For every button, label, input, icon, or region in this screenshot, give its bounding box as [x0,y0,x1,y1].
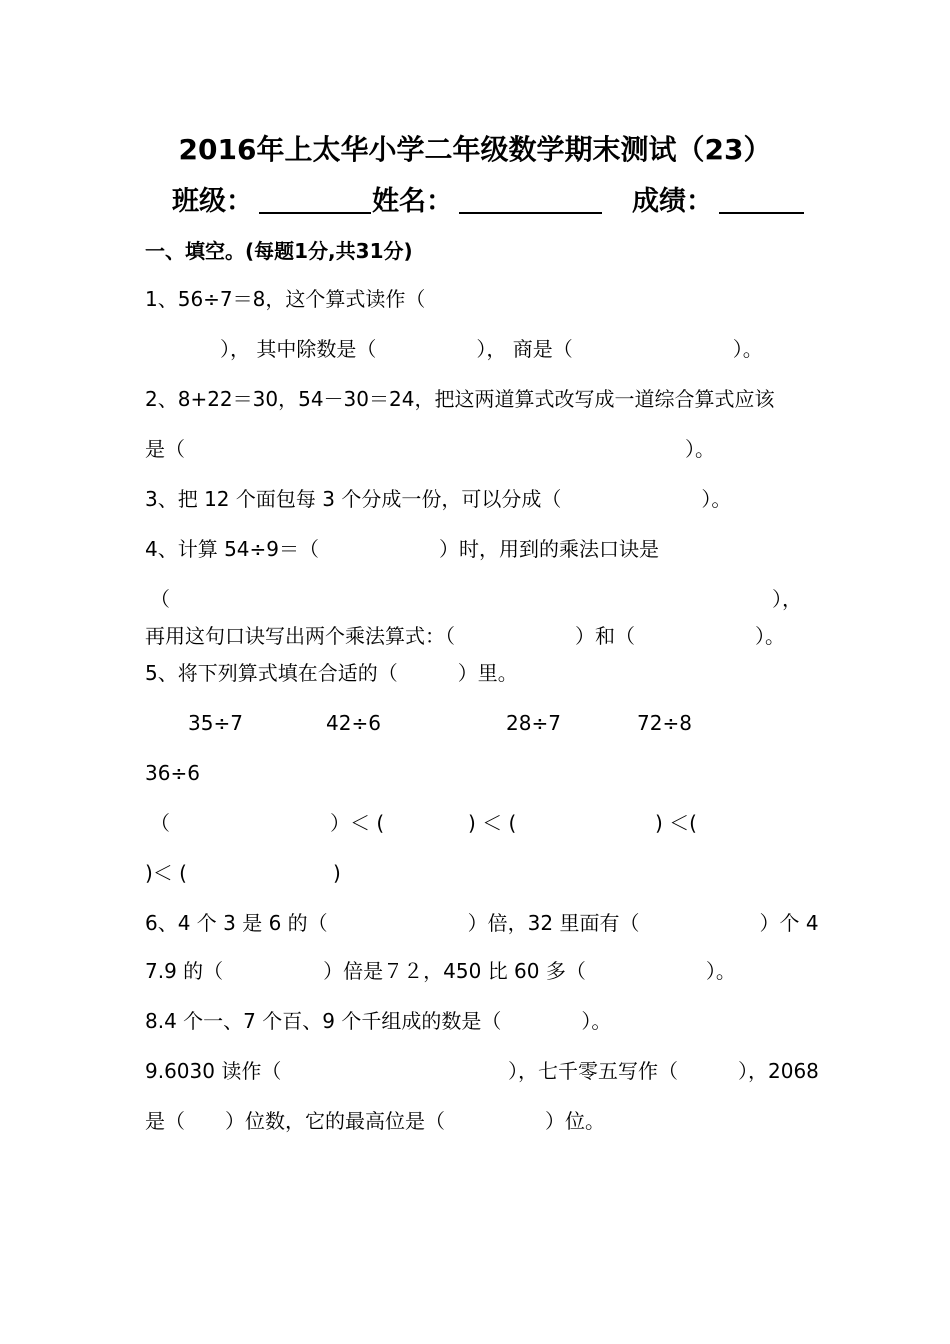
question-4-close-paren: ）， [772,587,802,611]
name-blank [459,212,602,214]
question-9-line-1b: ），七千零五写作（ ），2068 [508,1059,819,1083]
comparison-3: ) ＜( [655,811,697,835]
question-7: 7.9 的（ ）倍是７２，450 比 60 多（ ）。 [145,959,736,983]
class-label: 班级： [172,186,253,217]
expression-1: 35÷7 [188,711,243,735]
expression-4: 72÷8 [637,711,692,735]
comparison-4: )＜ ( [145,861,187,885]
comparison-2: ) ＜ ( [468,811,517,835]
expression-2: 42÷6 [326,711,381,735]
comparison-5: ) [333,861,341,885]
class-blank [259,212,371,214]
score-label: 成绩： [632,186,713,217]
question-2-line-1: 2、8+22＝30，54－30＝24，把这两道算式改写成一道综合算式应该 [145,387,775,411]
question-4-line-3: 再用这句口诀写出两个乘法算式：（ ）和（ ）。 [145,624,785,648]
score-blank [719,212,804,214]
question-8: 8.4 个一、7 个百、9 个千组成的数是（ ）。 [145,1009,612,1033]
name-label: 姓名： [372,186,453,217]
comparison-1: （ ）＜ ( [150,811,385,835]
expression-3: 28÷7 [506,711,561,735]
page-title: 2016年上太华小学二年级数学期末测试（23） [178,133,772,166]
question-1-line-2: ）， 其中除数是（ ）， 商是（ ）。 [220,337,763,361]
question-4-open-paren: （ [150,587,170,611]
question-2-line-2: 是（ ）。 [145,437,715,461]
question-4-line-1: 4、计算 54÷9＝（ ）时，用到的乘法口诀是 [145,537,660,561]
question-6: 6、4 个 3 是 6 的（ ）倍，32 里面有（ ）个 4 [145,911,819,935]
section-heading: 一、填空。(每题1分,共31分) [145,239,413,263]
question-9-line-1a: 9.6030 读作（ [145,1059,282,1083]
question-1-line-1: 1、56÷7＝8，这个算式读作（ [145,287,426,311]
expression-5: 36÷6 [145,761,200,785]
question-5-prompt: 5、将下列算式填在合适的（ ）里。 [145,661,518,685]
question-3: 3、把 12 个面包每 3 个分成一份，可以分成（ ）。 [145,487,732,511]
question-9-line-2: 是（ ）位数，它的最高位是（ ）位。 [145,1109,605,1133]
